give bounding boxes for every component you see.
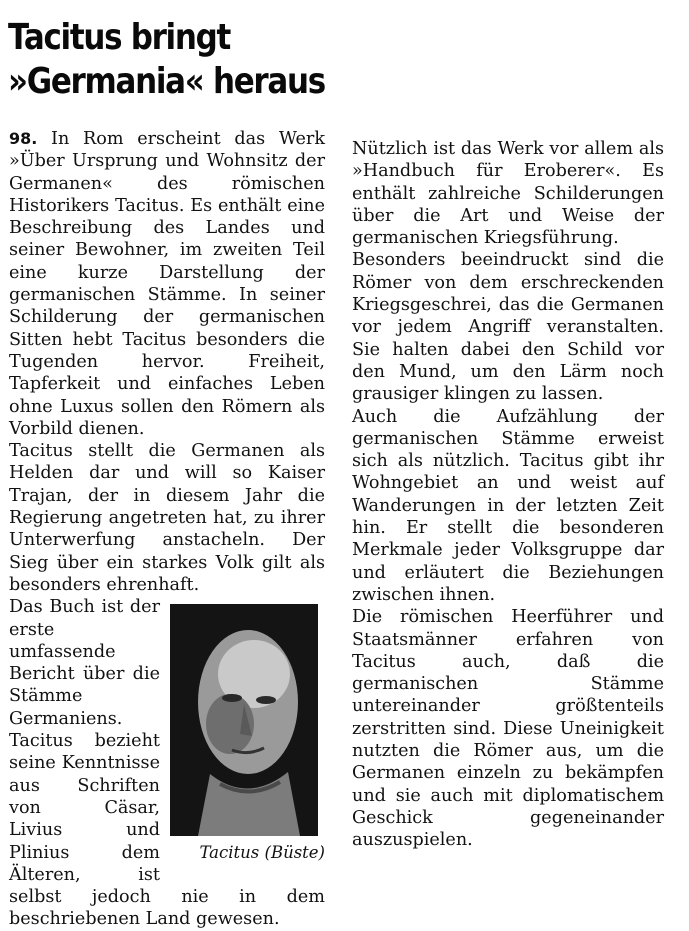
article-column-left — [9, 128, 325, 931]
bust-figure — [170, 604, 325, 864]
headline-line-1: Tacitus bringt — [8, 17, 231, 58]
bust-image-icon — [170, 604, 318, 836]
paragraph-3: Das Buch ist der erste umfassende Bericht über die Stämme Germaniens. — [9, 597, 160, 729]
paragraph-1 — [9, 128, 325, 440]
paragraph-1-text: In Rom erscheint das Werk »Über Ursprung und Wohnsitz der Germanen« des römischen Historikers Tacitus. Es enthält eine Beschreibung des Landes und seiner Bewohner, im zweiten Teil eine kurze Darstellung der germanischen Stämme. In seiner Schilderung der germanischen Sitten hebt Tacitus besonders die Tugenden hervor. Freiheit, Tapferkeit und einfaches Leben ohne Luxus sollen den Römern als Vorbild dienen. — [9, 129, 326, 439]
paragraph-4: Tacitus bezieht seine Kenntnisse aus Schriften von Cäsar, Livius und Plinius dem Älteren, ist selbst jedoch nie in dem beschriebenen Land gewesen. — [9, 731, 325, 930]
paragraph-2: Tacitus stellt die Germanen als Helden dar und will so Kaiser Trajan, der in diesem Jahr die Regierung angetreten hat, zu ihrer Unterwerfung anstacheln. Der Sieg über ein starkes Volk gilt als besonders ehrenhaft. — [9, 441, 325, 595]
paragraph-6: Besonders beeindruckt sind die Römer von dem erschreckenden Kriegsgeschrei, das die Germanen vor jedem Angriff veranstalten. Sie halten dabei den Schild vor den Mund, um den Lärm noch grausiger klingen zu lassen. — [352, 250, 664, 405]
paragraph-5: Nützlich ist das Werk vor allem als »Handbuch für Eroberer«. Es enthält zahlreiche Schilderungen über die Art und Weise der germanischen Kriegsführung. — [352, 139, 664, 249]
figure-wrap-area — [9, 596, 325, 930]
article-column-right — [352, 138, 664, 852]
paragraph-7: Auch die Aufzählung der germanischen Stämme erweist sich als nützlich. Tacitus gibt ihr Wohngebiet an und weist auf Wanderungen in der letzten Zeit hin. Er stellt die besonderen Merkmale jeder Volksgruppe dar und erläutert die Beziehungen zwischen ihnen. — [352, 406, 664, 605]
headline — [8, 16, 325, 104]
tacitus-bust-photo — [170, 604, 318, 836]
article-number: 98. — [9, 129, 38, 148]
paragraph-8: Die römischen Heerführer und Staatsmänner erfahren von Tacitus auch, daß die germanischen Stämme untereinander größtenteils zerstritten sind. Diese Uneinigkeit nutzten die Römer aus, um die Germanen einzeln zu bekämpfen und sie auch mit diplomatischem Geschick gegeneinander auszuspielen. — [352, 607, 664, 851]
headline-line-2: »Germania« heraus — [8, 61, 325, 102]
figure-caption: Tacitus (Büste) — [199, 843, 325, 863]
